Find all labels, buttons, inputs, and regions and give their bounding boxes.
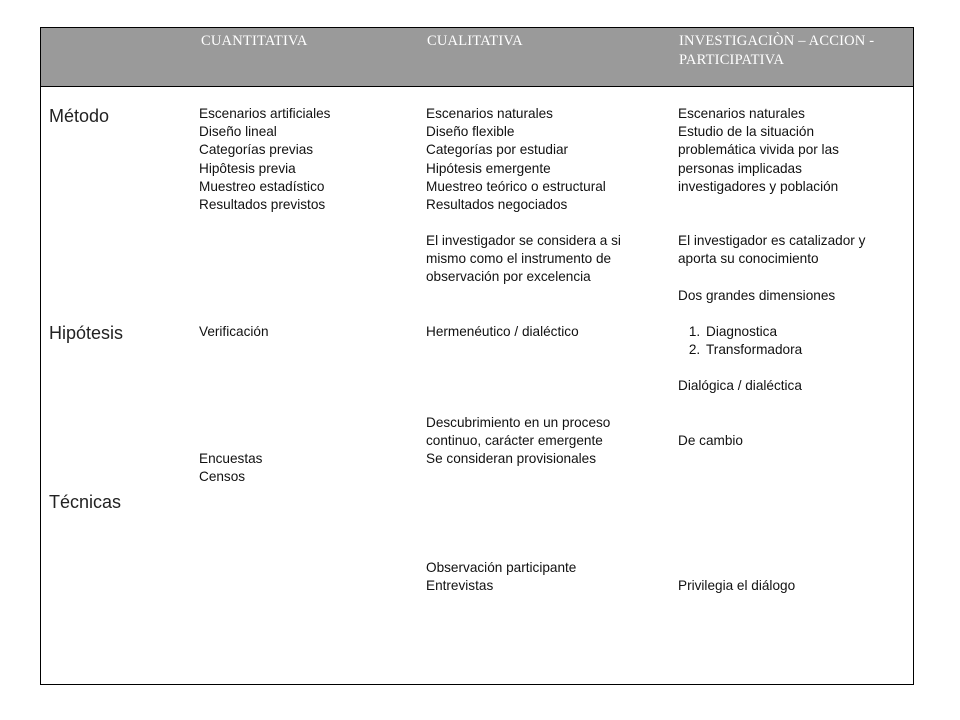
- iap-metodo: [678, 105, 839, 196]
- list-item: Escenarios naturales: [678, 106, 805, 121]
- header-cualitativa: CUALITATIVA: [427, 33, 523, 49]
- list-item: Encuestas: [199, 451, 263, 466]
- iap-catalizador: [678, 232, 865, 268]
- list-item: 1. Diagnostica: [704, 323, 802, 341]
- comparison-table: [40, 27, 914, 685]
- cualitativa-investigador: [426, 232, 621, 287]
- row-label-tecnicas: Técnicas: [49, 492, 122, 512]
- header-iap: [679, 32, 874, 70]
- list-item: Observación participante: [426, 560, 577, 575]
- list-item: Entrevistas: [426, 578, 494, 594]
- list-item: problemática vivida por las: [678, 142, 839, 158]
- list-item: Diseño flexible: [426, 124, 515, 140]
- list-item: Resultados previstos: [199, 197, 326, 213]
- list-item: observación por excelencia: [426, 269, 591, 285]
- list-item: Descubrimiento en un proceso: [426, 415, 611, 430]
- list-item: investigadores y población: [678, 178, 839, 194]
- iap-dimensiones-list: [678, 323, 802, 359]
- header-iap-line2: PARTICIPATIVA: [679, 52, 785, 68]
- iap-dimensiones: Dos grandes dimensiones: [678, 288, 836, 303]
- list-item: Se consideran provisionales: [426, 451, 597, 467]
- header-iap-line1: INVESTIGACIÒN – ACCION -: [679, 33, 875, 49]
- list-item: Diseño lineal: [199, 124, 277, 140]
- list-item: 2. Transformadora: [704, 341, 802, 359]
- list-item: El investigador se considera a si: [426, 233, 621, 248]
- cuantitativa-metodo: [199, 105, 330, 214]
- list-item: Censos: [199, 469, 246, 485]
- iap-cambio: De cambio: [678, 433, 743, 448]
- cualitativa-hermeneutico: Hermenéutico / dialéctico: [426, 324, 579, 339]
- cualitativa-descubrimiento: [426, 414, 610, 469]
- iap-dialogica: Dialógica / dialéctica: [678, 378, 802, 393]
- list-item: Escenarios artificiales: [199, 106, 331, 121]
- cuantitativa-verificacion: Verificación: [199, 324, 269, 339]
- list-item: mismo como el instrumento de: [426, 251, 612, 267]
- list-item: personas implicadas: [678, 160, 802, 176]
- cualitativa-metodo: [426, 105, 606, 214]
- header-cuantitativa: CUANTITATIVA: [201, 33, 308, 49]
- iap-dialogo: Privilegia el diálogo: [678, 578, 796, 593]
- row-label-metodo: Método: [49, 106, 110, 126]
- list-item: continuo, carácter emergente: [426, 433, 603, 449]
- list-item: Hipótesis emergente: [426, 160, 551, 176]
- list-item: Muestreo estadístico: [199, 178, 325, 194]
- list-item: aporta su conocimiento: [678, 251, 819, 267]
- row-label-hipotesis: Hipótesis: [49, 323, 124, 343]
- list-item: Resultados negociados: [426, 197, 568, 213]
- list-item: Hipôtesis previa: [199, 160, 296, 176]
- list-item: Categorías previas: [199, 142, 314, 158]
- list-item: Categorías por estudiar: [426, 142, 569, 158]
- list-item: Estudio de la situación: [678, 124, 815, 140]
- table-header: [41, 28, 913, 87]
- cualitativa-tecnicas: [426, 559, 576, 595]
- list-item: Muestreo teórico o estructural: [426, 178, 606, 194]
- list-item: El investigador es catalizador y: [678, 233, 866, 248]
- list-item: Escenarios naturales: [426, 106, 553, 121]
- cuantitativa-tecnicas: [199, 450, 262, 486]
